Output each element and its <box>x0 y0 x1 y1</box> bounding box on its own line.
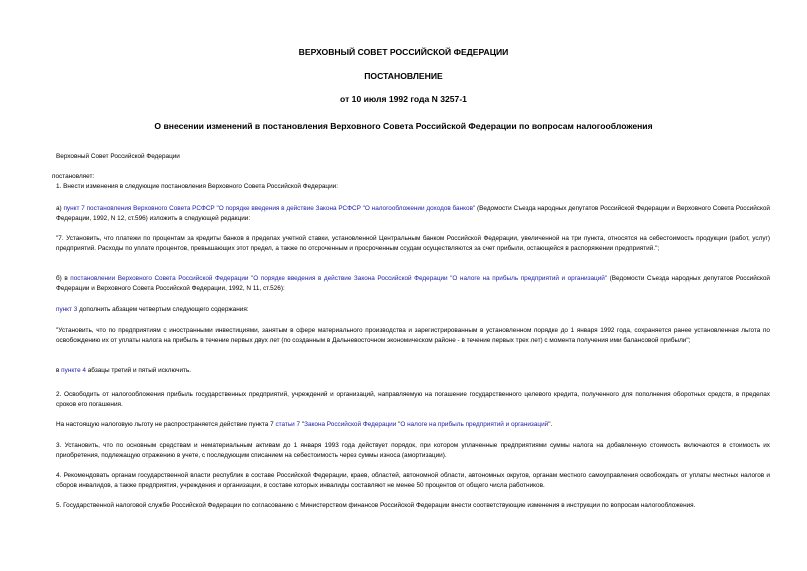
quote-mark: " <box>300 421 305 428</box>
item-1v-paragraph <box>56 366 770 376</box>
document-title: О внесении изменений в постановления Верховного Совета Российской Федерации по вопросам налогообложения <box>154 121 653 131</box>
resolution-profit-tax-link[interactable]: постановлении Верховного Совета Российской Федерации "О порядке введения в действие Закона Российской Федерации "О налоге на прибыль предприятий и организаций" <box>70 275 608 282</box>
item-3-text: 3. Установить, что по основным средствам и нематериальным активам до 1 января 1993 года действует порядок, при котором уплаченные предприятиями суммы налога на добавленную стоимость включаются в стоимость их приобретения, подлежащую отражению в учете, с последующим списанием на себестоимость через суммы износа (амортизации). <box>56 442 770 459</box>
item-1b-prefix: б) в <box>56 275 71 282</box>
resolution-rsfsr-bank-income-link[interactable]: пункт 7 постановления Верховного Совета РСФСР "О порядке введения в действие Закона РСФСР "О налогообложении доходов банков" <box>63 205 476 212</box>
item-1b-paragraph <box>56 274 770 293</box>
item-1a-paragraph <box>56 204 770 223</box>
item-4-text: 4. Рекомендовать органам государственной власти республик в составе Российской Федерации, краев, областей, автономной области, автономных округов, органам местного самоуправления освобождать от уплаты местных налогов и сборов инвалидов, а также предприятия, учреждения и организации, в составе которых инвалиды составляют не менее 50 процентов от общего числа работников. <box>56 472 770 489</box>
date-number-heading: от 10 июля 1992 года N 3257-1 <box>340 94 467 104</box>
point-4-link[interactable]: пункте 4 <box>61 367 86 374</box>
item-5-text: 5. Государственной налоговой службе Российской Федерации по согласованию с Министерством финансов Российской Федерации внести соответствующие изменения в инструкции по вопросам налогообложения. <box>56 502 696 509</box>
item-1a-rest: (Ведомости Съезда народных депутатов Российской Федерации и Верховного Совета Российской Федерации, 1992, N 12, ст.596) изложить в следующей редакции: <box>56 205 770 222</box>
quote-mark: " <box>396 421 401 428</box>
item-1-text: 1. Внести изменения в следующие постановления Верховного Совета Российской Федерации: <box>56 183 338 190</box>
quote-end: ". <box>548 421 553 428</box>
item-1a-prefix: а) <box>56 205 64 212</box>
document-type-heading: ПОСТАНОВЛЕНИЕ <box>364 71 443 81</box>
item-2b-paragraph <box>56 420 770 430</box>
item-1v-rest: абзацы третий и пятый исключить. <box>85 367 192 374</box>
quote-foreign-investment: "Установить, что по предприятиям с иностранными инвестициями, занятым в сфере материального производства и зарегистрированным в установленном порядке до 1 января 1992 года, сохраняется ранее установленная льгота по освобождению их от уплаты налога на прибыль в течение первых двух лет (по созданным в Дальневосточном экономическом районе - в течение первых трех лет) с момента получения ими балансовой прибыли"; <box>56 327 770 344</box>
article-7-link[interactable]: статьи 7 <box>275 421 301 428</box>
point-3-rest: дополнить абзацем четвертым следующего содержания: <box>77 306 249 313</box>
resolves-text: постановляет: <box>52 173 95 180</box>
issuer-text: Верховный Совет Российской Федерации <box>56 153 180 160</box>
item-1v-prefix: в <box>56 367 62 374</box>
profit-tax-law-link[interactable]: О налоге на прибыль предприятий и организаций <box>400 421 549 428</box>
quote-item-7: "7. Установить, что платежи по процентам за кредиты банков в пределах учетной ставки, установленной Центральным банком Российской Федерации, увеличенной на три пункта, относятся на себестоимость продукции (работ, услуг) предприятий. Расходы по уплате процентов, превышающих этот предел, а также по отсроченным и просроченным ссудам осуществляются за счет прибыли, остающейся в распоряжении предприятий."; <box>56 235 770 252</box>
council-heading: ВЕРХОВНЫЙ СОВЕТ РОССИЙСКОЙ ФЕДЕРАЦИИ <box>298 47 509 57</box>
item-2-text: 2. Освободить от налогообложения прибыль государственных предприятий, учреждений и организаций, направляемую на погашение государственного целевого кредита, полученного для пополнения оборотных средств, в пределах сроков его погашения. <box>56 391 770 408</box>
item-1b-rest: (Ведомости Съезда народных депутатов Российской Федерации и Верховного Совета Российской Федерации, 1992, N 11, ст.526): <box>56 275 770 292</box>
item-2b-prefix: На настоящую налоговую льготу не распространяется действие пункта 7 <box>56 421 276 428</box>
item-1b-point3-paragraph <box>56 305 770 315</box>
point-3-link[interactable]: пункт 3 <box>56 306 78 313</box>
federal-law-link[interactable]: Закона Российской Федерации <box>304 421 397 428</box>
